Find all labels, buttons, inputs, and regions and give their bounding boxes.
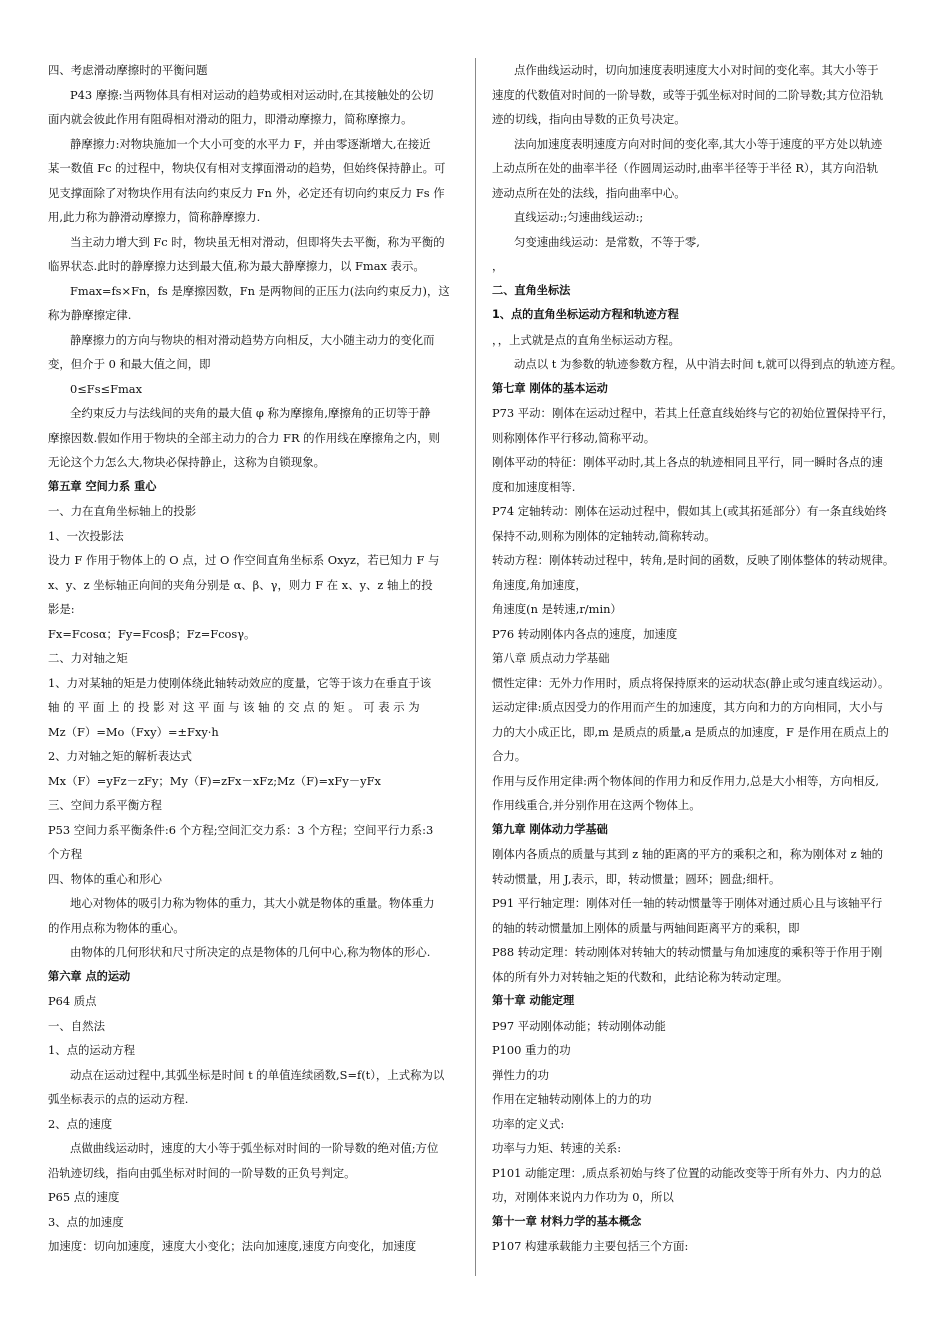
text-line: 一、力在直角坐标轴上的投影 bbox=[48, 504, 197, 518]
text-line: 角速度(n 是转速,r/min） bbox=[492, 602, 622, 616]
text-line: 2、点的速度 bbox=[48, 1116, 113, 1131]
text-line: 迹的切线，指向由导数的正负号决定。 bbox=[492, 112, 686, 126]
text-line: 静摩擦力:对物块施加一个大小可变的水平力 F，并由零逐渐增大,在接近 bbox=[70, 136, 431, 151]
text-line: 转动惯量，用 J,表示，即，转动惯量；圆环；圆盘;细杆。 bbox=[492, 871, 781, 886]
section-heading: 第十一章 材料力学的基本概念 bbox=[492, 1214, 642, 1228]
section-heading: 第九章 刚体动力学基础 bbox=[492, 822, 608, 836]
text-line: Mx（F）=yFz－zFy；My（F)=zFx－xFz;Mz（F)=xFy－yFx bbox=[48, 773, 381, 788]
text-line: 个方程 bbox=[48, 847, 83, 861]
text-line: ， bbox=[492, 259, 504, 273]
section-heading: 第五章 空间力系 重心 bbox=[48, 479, 157, 493]
text-line: 面内就会彼此作用有阻碍相对滑动的阻力，即滑动摩擦力，简称摩擦力。 bbox=[48, 112, 413, 126]
text-line: 静摩擦力的方向与物块的相对滑动趋势方向相反，大小随主动力的变化而 bbox=[70, 332, 435, 347]
text-line: 由物体的几何形状和尺寸所决定的点是物体的几何中心,称为物体的形心. bbox=[70, 945, 431, 959]
text-line: 四、物体的重心和形心 bbox=[48, 871, 162, 886]
text-line: 刚体平动的特征：刚体平动时,其上各点的轨迹相同且平行，同一瞬时各点的速 bbox=[492, 455, 883, 469]
text-line: 功，对刚体来说内力作功为 0，所以 bbox=[492, 1190, 674, 1204]
text-line: 影是: bbox=[48, 602, 75, 616]
text-line: 动点在运动过程中,其弧坐标是时间 t 的单值连续函数,S=f(t），上式称为以 bbox=[70, 1067, 445, 1082]
text-line: 角速度,角加速度， bbox=[492, 577, 587, 592]
section-heading: 第七章 刚体的基本运动 bbox=[492, 381, 608, 395]
text-line: 弧坐标表示的点的运动方程. bbox=[48, 1092, 189, 1106]
text-line: 称为静摩擦定律. bbox=[48, 308, 132, 322]
text-line: 0≤Fs≤Fmax bbox=[70, 381, 143, 396]
text-line: 的作用点称为物体的重心。 bbox=[48, 920, 185, 935]
text-line: P74 定轴转动：刚体在运动过程中，假如其上(或其拓延部分）有一条直线始终 bbox=[492, 504, 887, 518]
text-line: P100 重力的功 bbox=[492, 1043, 571, 1057]
text-line: 地心对物体的吸引力称为物体的重力，其大小就是物体的重量。物体重力 bbox=[70, 896, 435, 910]
section-heading: 1、点的直角坐标运动方程和轨迹方程 bbox=[492, 308, 679, 321]
text-line: 功率与力矩、转速的关系: bbox=[492, 1141, 622, 1155]
text-line: ，，上式就是点的直角坐标运动方程。 bbox=[492, 332, 680, 347]
text-line: 直线运动:;匀速曲线运动:; bbox=[514, 210, 644, 224]
text-line: 用,此力称为静滑动摩擦力，简称静摩擦力. bbox=[48, 210, 261, 224]
text-line: 轴 的 平 面 上 的 投 影 对 这 平 面 与 该 轴 的 交 点 的 矩 。 可 表 示 为 bbox=[48, 700, 420, 714]
text-line: 刚体内各质点的质量与其到 z 轴的距离的平方的乘积之和，称为刚体对 z 轴的 bbox=[492, 847, 883, 861]
text-line: 四、考虑滑动摩擦时的平衡问题 bbox=[48, 63, 208, 77]
text-line: 点做曲线运动时，速度的大小等于弧坐标对时间的一阶导数的绝对值;方位 bbox=[70, 1141, 439, 1155]
text-line: 功率的定义式: bbox=[492, 1116, 565, 1131]
text-line: P97 平动刚体动能；转动刚体动能 bbox=[492, 1018, 666, 1033]
text-line: 一、自然法 bbox=[48, 1018, 105, 1033]
text-line: 3、点的加速度 bbox=[48, 1214, 124, 1229]
text-line: 体的所有外力对转轴之矩的代数和，此结论称为转动定理。 bbox=[492, 969, 789, 984]
section-heading: 二、直角坐标法 bbox=[492, 283, 571, 297]
text-line: P43 摩擦:当两物体具有相对运动的趋势或相对运动时,在其接触处的公切 bbox=[70, 87, 434, 102]
text-line: 合力。 bbox=[492, 749, 527, 763]
text-line: P64 质点 bbox=[48, 994, 97, 1008]
text-line: 点作曲线运动时，切向加速度表明速度大小对时间的变化率。其大小等于 bbox=[514, 63, 879, 77]
text-line: 惯性定律：无外力作用时，质点将保持原来的运动状态(静止或匀速直线运动）。 bbox=[492, 675, 890, 690]
section-heading: 第六章 点的运动 bbox=[48, 969, 131, 983]
text-line: 弹性力的功 bbox=[492, 1067, 549, 1082]
text-line: 保持不动,则称为刚体的定轴转动,简称转动。 bbox=[492, 528, 716, 543]
text-line: P88 转动定理：转动刚体对转轴大的转动惯量与角加速度的乘积等于作用于刚 bbox=[492, 945, 883, 959]
text-line: x、y、z 坐标轴正向间的夹角分别是 α、β、γ，则力 F 在 x、y、z 轴上的投 bbox=[48, 577, 433, 592]
text-line: 运动定律:质点因受力的作用而产生的加速度，其方向和力的方向相同，大小与 bbox=[492, 700, 884, 714]
text-line: 法向加速度表明速度方向对时间的变化率,其大小等于速度的平方处以轨迹 bbox=[514, 136, 883, 151]
text-line: P91 平行轴定理：刚体对任一轴的转动惯量等于刚体对通过质心且与该轴平行 bbox=[492, 896, 883, 910]
text-line: Fx=Fcosα；Fy=Fcosβ；Fz=Fcosγ。 bbox=[48, 626, 256, 641]
text-line: 作用与反作用定律:两个物体间的作用力和反作用力,总是大小相等，方向相反, bbox=[492, 773, 879, 788]
text-line: P73 平动：刚体在运动过程中，若其上任意直线始终与它的初始位置保持平行， bbox=[492, 406, 894, 420]
text-line: 1、点的运动方程 bbox=[48, 1043, 135, 1057]
column-divider bbox=[475, 58, 476, 1276]
text-line: 作用在定轴转动刚体上的力的功 bbox=[492, 1092, 652, 1106]
text-line: 第八章 质点动力学基础 bbox=[492, 651, 610, 665]
text-line: 设力 F 作用于物体上的 O 点，过 O 作空间直角坐标系 Oxyz，若已知力 F 与 bbox=[48, 553, 440, 567]
text-line: 转动方程：刚体转动过程中，转角,是时间的函数，反映了刚体整体的转动规律。 bbox=[492, 553, 895, 567]
text-line: 当主动力增大到 Fc 时，物块虽无相对滑动，但即将失去平衡，称为平衡的 bbox=[70, 234, 445, 249]
text-line: P65 点的速度 bbox=[48, 1190, 120, 1204]
right-column bbox=[492, 58, 904, 1259]
text-line: 加速度：切向加速度，速度大小变化；法向加速度,速度方向变化，加速度 bbox=[48, 1239, 417, 1253]
text-line: 动点以 t 为参数的轨迹参数方程，从中消去时间 t,就可以得到点的轨迹方程。 bbox=[514, 357, 903, 371]
text-line: 上动点所在处的曲率半径（作圆周运动时,曲率半径等于半径 R），其方向沿轨 bbox=[492, 161, 879, 175]
text-line: 迹动点所在处的法线，指向曲率中心。 bbox=[492, 185, 686, 200]
text-line: P101 动能定理：,质点系初始与终了位置的动能改变等于所有外力、内力的总 bbox=[492, 1165, 882, 1180]
text-line: 2、力对轴之矩的解析表达式 bbox=[48, 749, 192, 763]
text-line: P53 空间力系平衡条件:6 个方程;空间汇交力系：3 个方程；空间平行力系:3 bbox=[48, 822, 434, 837]
section-heading: 第十章 动能定理 bbox=[492, 994, 575, 1007]
text-line: 度和加速度相等. bbox=[492, 479, 576, 494]
text-line: P76 转动刚体内各点的速度，加速度 bbox=[492, 626, 678, 641]
text-line: P107 构建承载能力主要包括三个方面: bbox=[492, 1239, 689, 1253]
text-line: Fmax=fs×Fn，fs 是摩擦因数，Fn 是两物间的正压力(法向约束反力)，这 bbox=[70, 283, 450, 298]
text-line: Mz（F）=Mo（Fxy）=±Fxy·h bbox=[48, 724, 219, 739]
text-line: 作用线重合,并分别作用在这两个物体上。 bbox=[492, 798, 701, 812]
left-column bbox=[48, 58, 460, 1259]
text-line: 二、力对轴之矩 bbox=[48, 651, 128, 665]
text-line: 匀变速曲线运动：是常数，不等于零, bbox=[514, 234, 700, 249]
text-line: 三、空间力系平衡方程 bbox=[48, 798, 162, 812]
text-line: 力的大小成正比，即,m 是质点的质量,a 是质点的加速度，F 是作用在质点上的 bbox=[492, 724, 889, 739]
text-line: 沿轨迹切线，指向由弧坐标对时间的一阶导数的正负号判定。 bbox=[48, 1165, 356, 1180]
text-line: 速度的代数值对时间的一阶导数，或等于弧坐标对时间的二阶导数;其方位沿轨 bbox=[492, 87, 884, 102]
text-line: 见支撑面除了对物块作用有法向约束反力 Fn 外，必定还有切向约束反力 Fs 作 bbox=[48, 185, 445, 200]
text-line: 1、力对某轴的矩是力使刚体绕此轴转动效应的度量，它等于该力在垂直于该 bbox=[48, 675, 432, 690]
text-line: 临界状态.此时的静摩擦力达到最大值,称为最大静摩擦力，以 Fmax 表示。 bbox=[48, 259, 425, 273]
text-line: 摩擦因数.假如作用于物块的全部主动力的合力 FR 的作用线在摩擦角之内，则 bbox=[48, 430, 440, 445]
text-line: 1、一次投影法 bbox=[48, 528, 124, 543]
text-line: 变，但介于 0 和最大值之间，即 bbox=[48, 357, 211, 371]
text-line: 的轴的转动惯量加上刚体的质量与两轴间距离平方的乘积，即 bbox=[492, 920, 800, 935]
text-line: 某一数值 Fc 的过程中，物块仅有相对支撑面滑动的趋势，但始终保持静止。可 bbox=[48, 161, 446, 175]
text-line: 则称刚体作平行移动,简称平动。 bbox=[492, 430, 656, 445]
text-line: 全约束反力与法线间的夹角的最大值 φ 称为摩擦角,摩擦角的正切等于静 bbox=[70, 406, 431, 420]
text-line: 无论这个力怎么大,物块必保持静止，这称为自锁现象。 bbox=[48, 455, 325, 469]
